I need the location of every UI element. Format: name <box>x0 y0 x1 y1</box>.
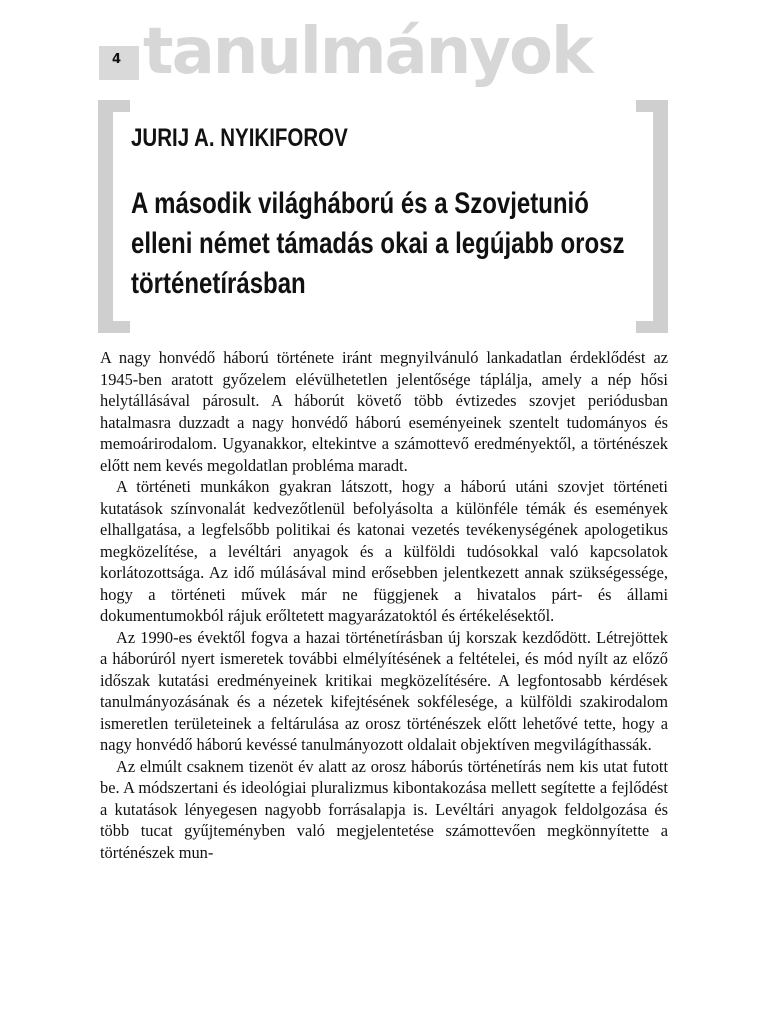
paragraph: A történeti munkákon gyakran látszott, hogy a háború utáni szovjet történeti kutatások színvonalát kedvezőtlenül befolyásolta a különféle témák és események elhallgatása, a legfelsőbb politikai és katonai vezetés tevékenységének apologetikus megközelítése, a levéltári anyagok és a külföldi tudósokkal való kapcsolatok korlátozottsága. Az idő múlásával mind erősebben jelentkezett annak szükségessége, hogy a történeti művek már ne függjenek a hivatalos párt- és állami dokumentumokból rájuk erőltetett magyarázatoktól és értékelésektől. <box>100 477 668 625</box>
paragraph: Az elmúlt csaknem tizenöt év alatt az orosz háborús történetírás nem kis utat futott be. A módszertani és ideológiai pluralizmus kibontakozása mellett segítette a fejlődést a kutatások lényegesen nagyobb forrásalapja is. Levéltári anyagok feldolgozása és több tucat gyűjteményben való megjelentetése számottevően megkönnyítette a történészek mun- <box>100 756 668 862</box>
paragraph: A nagy honvédő háború története iránt megnyilvánuló lankadatlan érdeklődést az 1945-ben aratott győzelem elévülhetetlen jelentősége táplálja, amely a nép hősi helytállásával párosult. A háborút követő több évtizedes szovjet periódusban hatalmasra duzzadt a nagy honvédő háború eseményeinek szentelt tudományos és memoárirodalom. Ugyanakkor, eltekintve a számottevő eredményektől, a történészek előtt nem kevés megoldatlan probléma maradt. <box>100 348 668 475</box>
page-number: 4 <box>112 52 122 67</box>
title-line: A második világháború és a Szovjetunió <box>131 187 589 220</box>
article-body <box>100 347 668 863</box>
title-line: elleni német támadás okai a legújabb orosz <box>131 227 625 260</box>
article-title <box>131 184 627 304</box>
right-bracket <box>636 100 668 333</box>
left-bracket <box>98 100 130 333</box>
section-title: tanulmányok <box>143 15 592 89</box>
title-line: történetírásban <box>131 267 306 300</box>
author-name: JURIJ A. NYIKIFOROV <box>131 124 348 152</box>
paragraph: Az 1990-es évektől fogva a hazai történetírásban új korszak kezdődött. Létrejöttek a háborúról nyert ismeretek további elmélyítésének a feltételei, és mód nyílt az előző időszak kutatási eredményeinek kritikai megközelítésére. A legfontosabb kérdések tanulmányozásának és a nézetek kifejtésének sokfélesége, a külföldi szakirodalom ismeretlen területeinek a feltárulása az orosz történészek előtt lehetővé tette, hogy a nagy honvédő háború kevéssé tanulmányozott oldalait objektíven megvilágíthassák. <box>100 627 668 754</box>
